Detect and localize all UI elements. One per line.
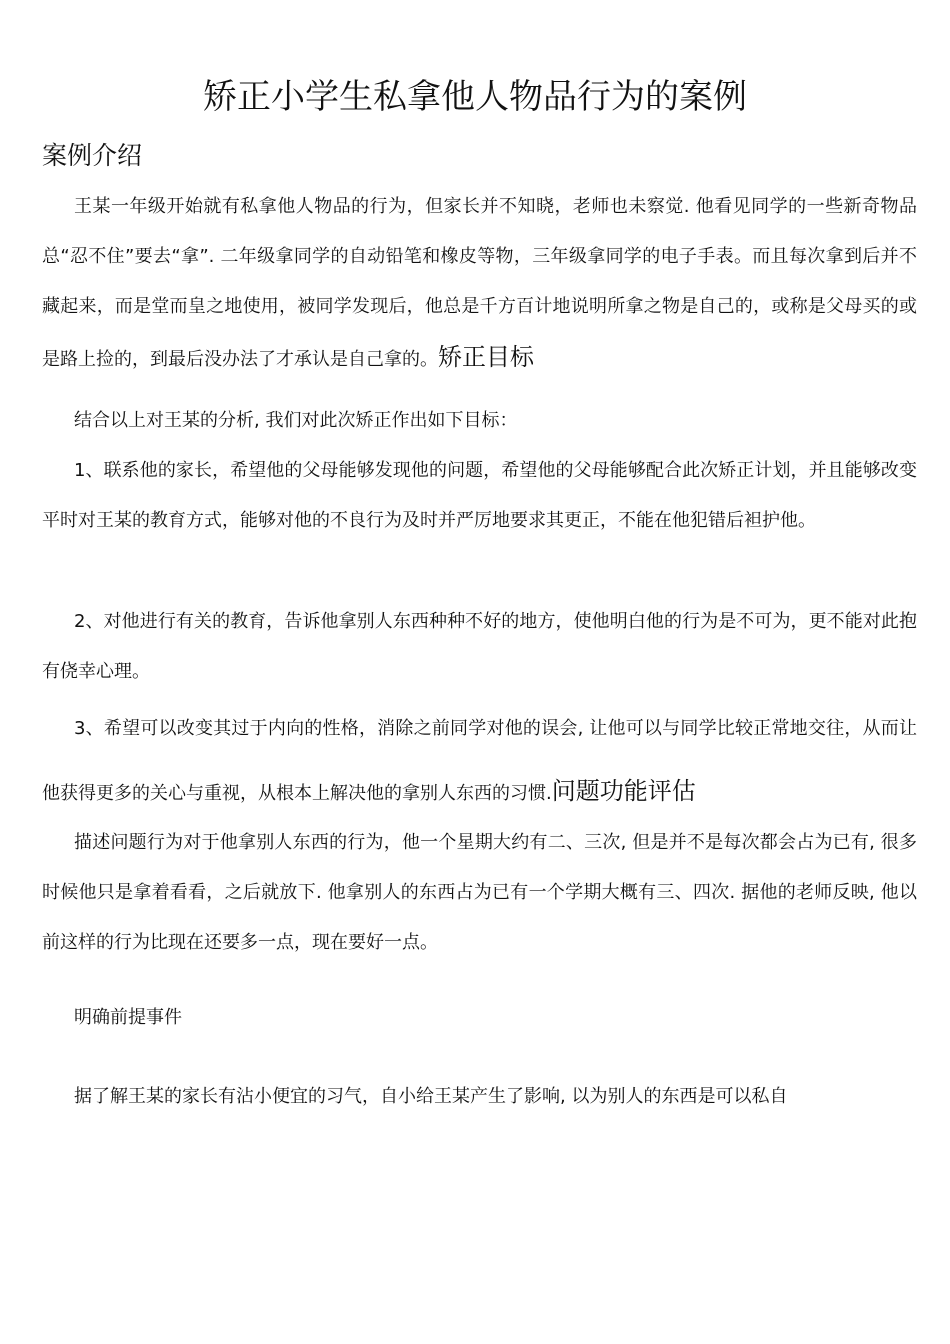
goal-3-text: 3、希望可以改变其过于内向的性格，消除之前同学对他的误会, 让他可以与同学比较正常地交往，从而让他获得更多的关心与重视，从根本上解决他的拿别人东西的习惯. [42,718,917,804]
eval-paragraph: 描述问题行为对于他拿别人东西的行为，他一个星期大约有二、三次, 但是并不是每次都会占为已有, 很多时候他只是拿着看看，之后就放下. 他拿别人的东西占为已有一个学期大概有三、四次. 据他的老师反映, 他以前这样的行为比现在还要多一点，现在要好一点。 [42,832,917,953]
goal-item-2: 2、对他进行有关的教育，告诉他拿别人东西种种不好的地方，使他明白他的行为是不可为，更不能对此抱有侥幸心理。 [42,611,917,682]
section-heading-goal: 矫正目标 [438,343,534,371]
document-title: 矫正小学生私拿他人物品行为的案例 [203,77,747,117]
goal-item-3 [42,698,917,825]
goal-item-1: 1、联系他的家长，希望他的父母能够发现他的问题，希望他的父母能够配合此次矫正计划，并且能够改变平时对王某的教育方式，能够对他的不良行为及时并严厉地要求其更正，不能在他犯错后袒护他。 [42,460,917,531]
intro-text: 王某一年级开始就有私拿他人物品的行为，但家长并不知晓，老师也未察觉. 他看见同学的一些新奇物品总“忍不住”要去“拿”. 二年级拿同学的自动铅笔和橡皮等物，三年级拿同学的电子手表。而且每次拿到后并不藏起来，而是堂而皇之地使用，被同学发现后，他总是千方百计地说明所拿之物是自己的，或称是父母买的或是路上捡的，到最后没办法了才承认是自己拿的。 [42,196,917,370]
section-heading-intro: 案例介绍 [42,141,143,170]
premise-heading: 明确前提事件 [74,1007,182,1028]
intro-paragraph [42,182,917,385]
section-heading-eval: 问题功能评估 [551,777,696,805]
goal-lead-paragraph: 结合以上对王某的分析, 我们对此次矫正作出如下目标： [74,410,518,431]
premise-paragraph: 据了解王某的家长有沾小便宜的习气，自小给王某产生了影响, 以为别人的东西是可以私自 [74,1086,788,1107]
